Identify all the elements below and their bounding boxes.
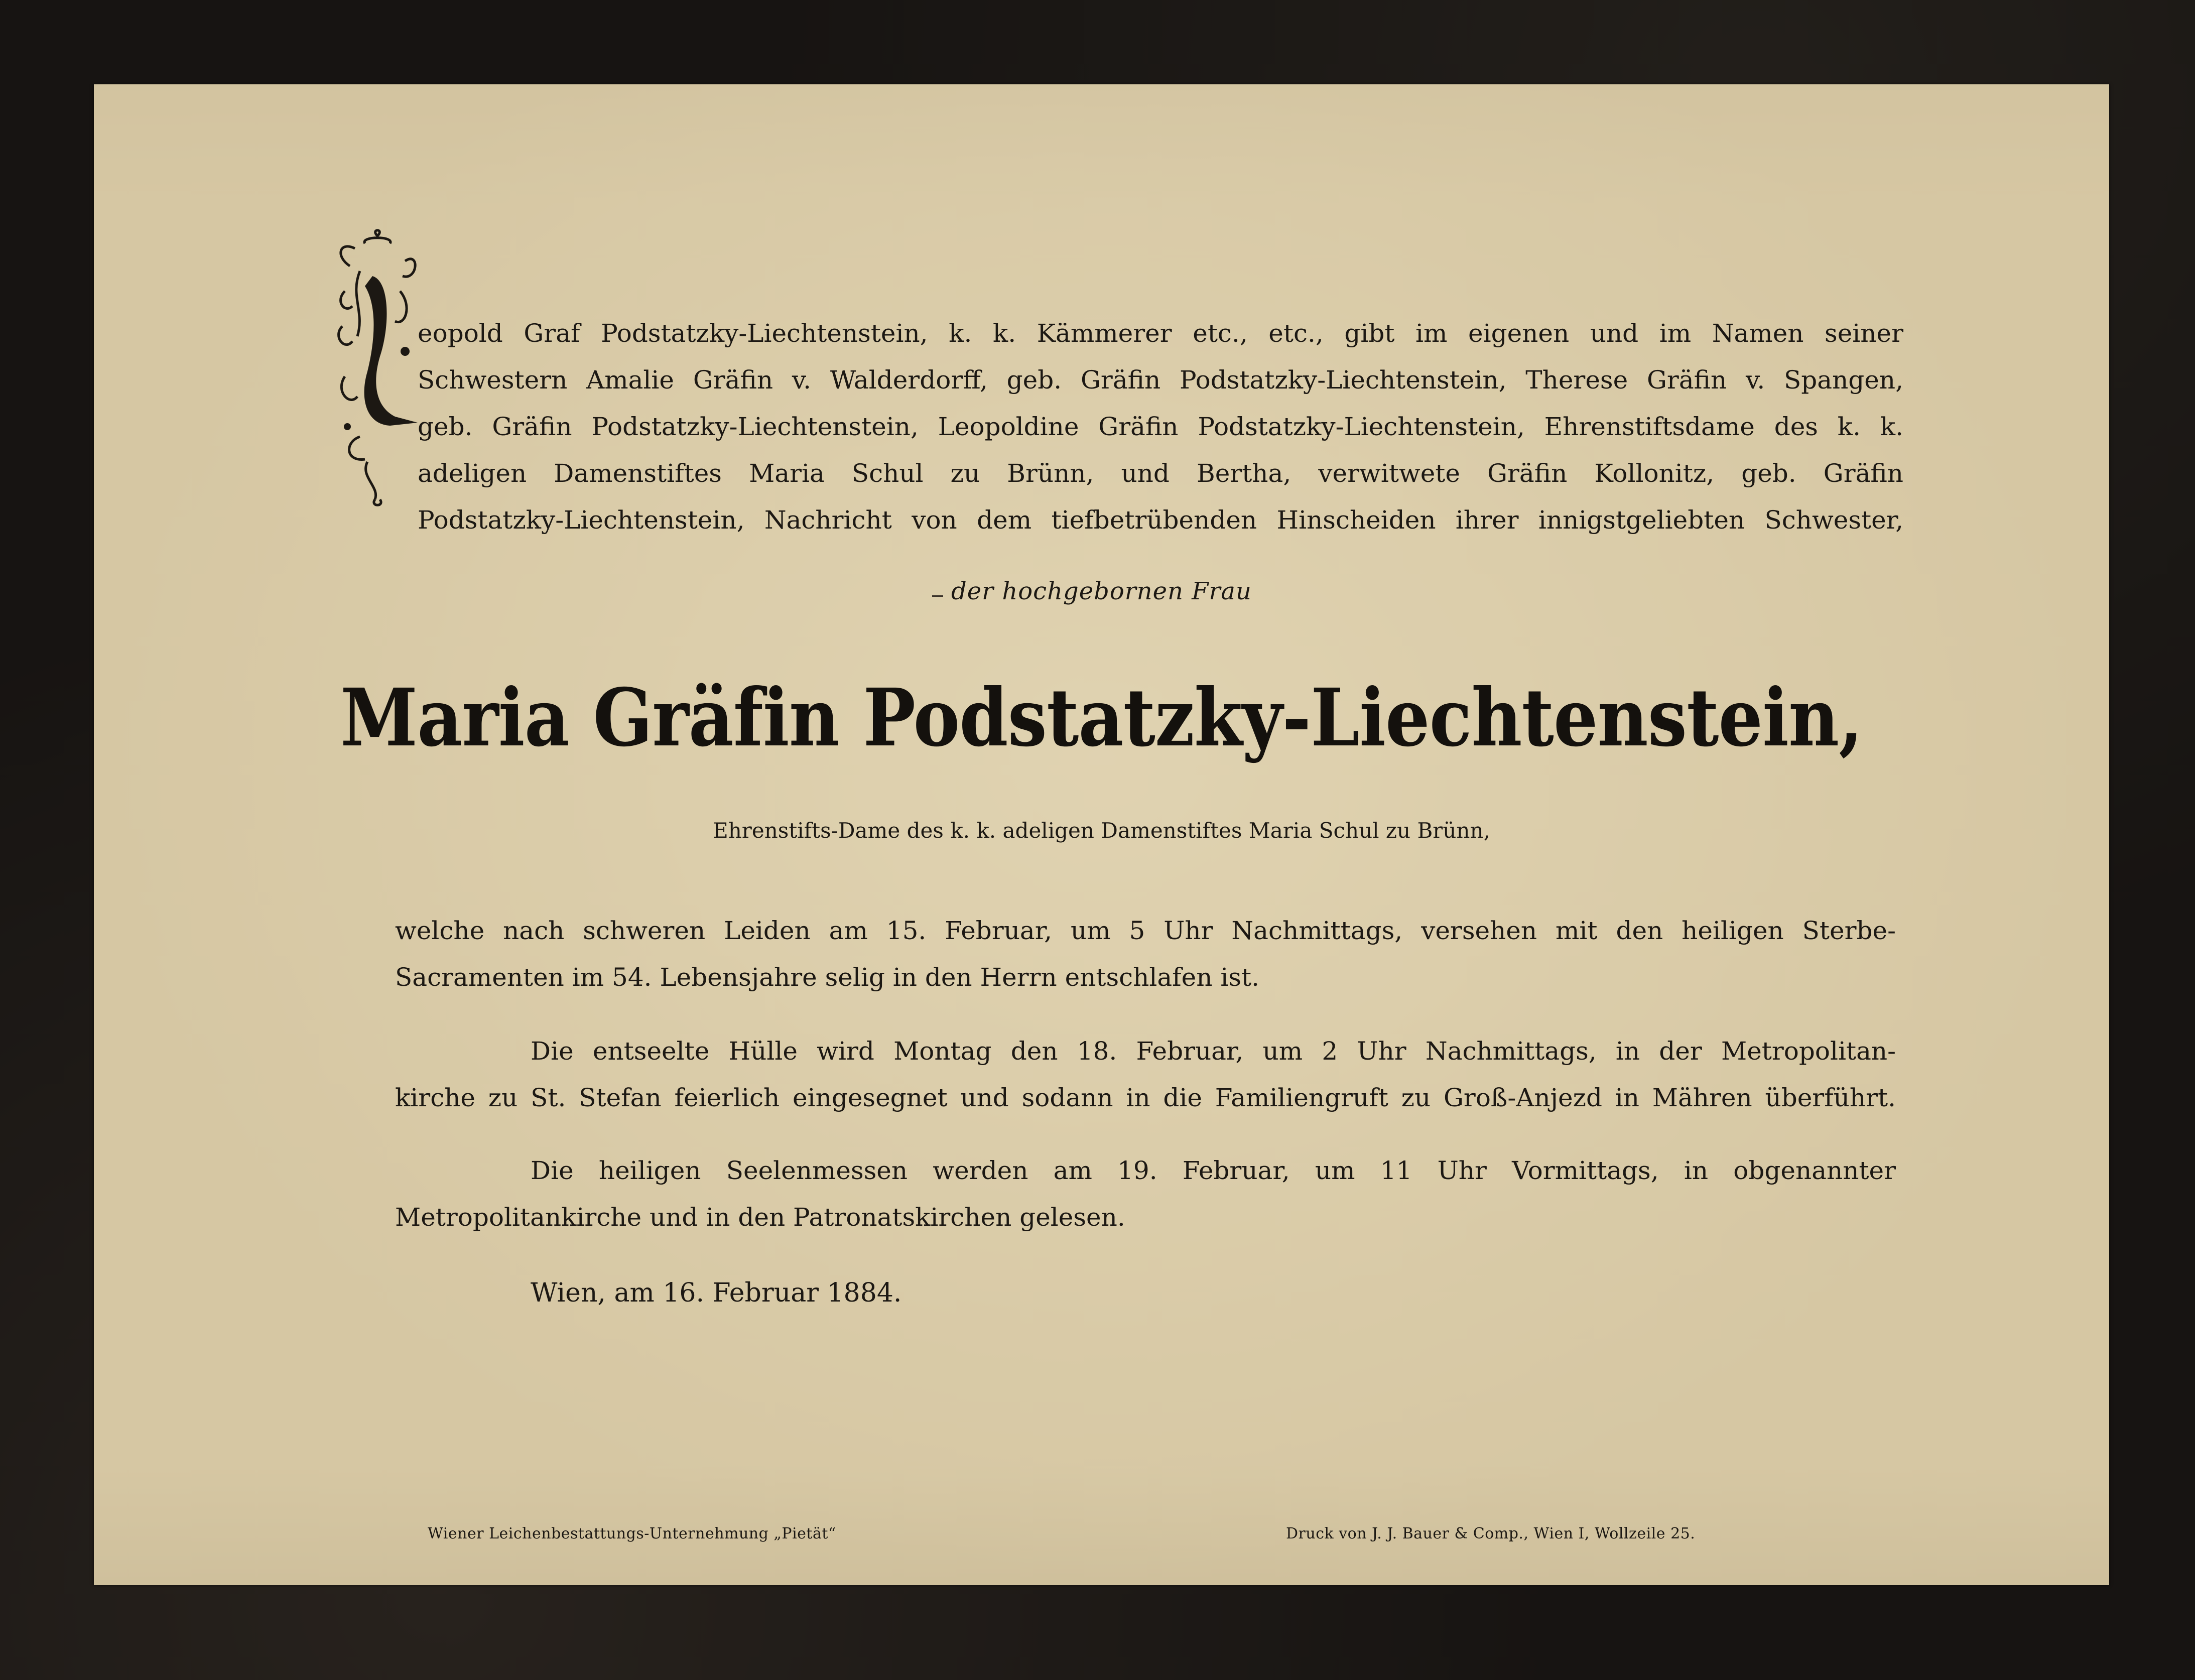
- paragraph-line: Die entseelte Hülle wird Montag den 18. Februar, um 2 Uhr Nachmittags, in der Metropolitan-: [531, 1037, 1896, 1066]
- deceased-title: Ehrenstifts-Dame des k. k. adeligen Damenstiftes Maria Schul zu Brünn,: [713, 818, 1490, 843]
- place-and-date: Wien, am 16. Februar 1884.: [531, 1278, 902, 1308]
- undertaker-imprint: Wiener Leichenbestattungs-Unternehmung „Pietät“: [428, 1525, 836, 1542]
- intro-line: Podstatzky-Liechtenstein, Nachricht von dem tiefbetrübenden Hinscheiden ihrer innigstgeliebten Schwester,: [418, 505, 1903, 535]
- intro-line: geb. Gräfin Podstatzky-Liechtenstein, Leopoldine Gräfin Podstatzky-Liechtenstein, Ehrenstiftsdame des k. k.: [418, 412, 1903, 441]
- printer-imprint: Druck von J. J. Bauer & Comp., Wien I, Wollzeile 25.: [1286, 1525, 1696, 1542]
- intro-line: Schwestern Amalie Gräfin v. Walderdorff, geb. Gräfin Podstatzky-Liechtenstein, Therese Gräfin v. Spangen,: [418, 365, 1903, 395]
- masses-paragraph: [395, 1147, 1896, 1241]
- paragraph-line: kirche zu St. Stefan feierlich eingesegnet und sodann in die Familiengruft zu Groß-Anjezd in Mähren überführt.: [395, 1083, 1896, 1112]
- ornamental-initial-icon: [330, 226, 425, 507]
- paragraph-line: Sacramenten im 54. Lebensjahre selig in den Herrn entschlafen ist.: [395, 963, 1259, 992]
- paragraph-line: welche nach schweren Leiden am 15. Februar, um 5 Uhr Nachmittags, versehen mit den heiligen Sterbe-: [395, 916, 1896, 945]
- funeral-paragraph: [395, 1028, 1896, 1121]
- paragraph-line: Die heiligen Seelenmessen werden am 19. Februar, um 11 Uhr Vormittags, in obgenannter: [531, 1156, 1896, 1185]
- salutation: der hochgebornen Frau: [951, 577, 1252, 605]
- deceased-name: Maria Gräfin Podstatzky-Liechtenstein,: [340, 672, 1863, 764]
- death-paragraph: [395, 908, 1896, 1001]
- intro-line: eopold Graf Podstatzky-Liechtenstein, k. k. Kämmerer etc., etc., gibt im eigenen und im Namen seiner: [418, 319, 1903, 348]
- announcement-intro: [418, 310, 1903, 544]
- paragraph-line: Metropolitankirche und in den Patronatskirchen gelesen.: [395, 1203, 1125, 1232]
- intro-line: adeligen Damenstiftes Maria Schul zu Brünn, und Bertha, verwitwete Gräfin Kollonitz, geb. Gräfin: [418, 459, 1903, 488]
- notice-sheet: [94, 84, 2109, 1585]
